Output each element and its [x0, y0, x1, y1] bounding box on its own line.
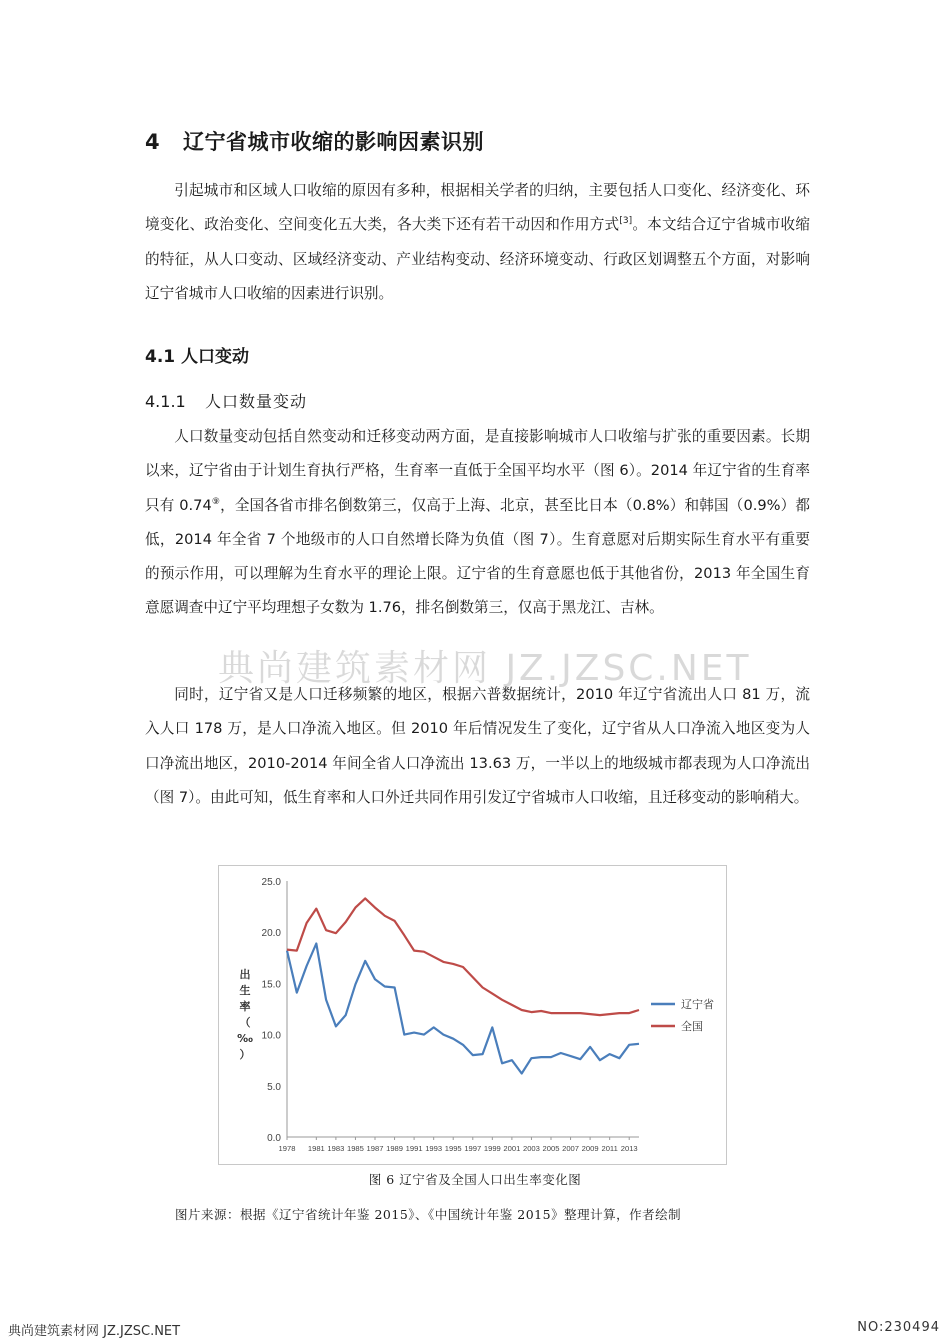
paragraph-intro-text-after: 。本文结合辽宁省城市收缩的特征，从人口变动、区域经济变动、产业结构变动、经济环境变动、行政区划调整五个方面，对影响辽宁省城市人口收缩的因素进行识别。	[145, 216, 810, 302]
footer-number: NO:230494	[857, 1320, 940, 1335]
subsection-title: 人口变动	[181, 347, 250, 367]
paragraph-population-text-b: ，全国各省市排名倒数第三，仅高于上海、北京，甚至比日本（0.8%）和韩国（0.9%）都低，2014 年全省 7 个地级市的人口自然增长降为负值（图 7）。生育意愿对后期实际生育水平有重要的预示作用，可以理解为生育水平的理论上限。辽宁省的生育意愿也低于其他省份，2013 年全国生育意愿调查中辽宁平均理想子女数为 1.76，排名倒数第三，仅高于黑龙江、吉林。	[145, 496, 810, 617]
x-tick-label: 2013	[620, 1144, 638, 1153]
x-tick-label: 2003	[522, 1144, 540, 1153]
y-axis-label-char: 生	[239, 984, 251, 997]
footer-site-name: 典尚建筑素材网 JZ.JZSC.NET	[8, 1324, 181, 1339]
y-tick-label: 20.0	[261, 928, 281, 940]
x-tick-label: 1983	[327, 1144, 345, 1153]
x-tick-label: 1991	[405, 1144, 423, 1153]
paragraph-population-text-a: 人口数量变动包括自然变动和迁移变动两方面，是直接影响城市人口收缩与扩张的重要因素。长期以来，辽宁省由于计划生育执行严格，生育率一直低于全国平均水平（图 6）。2014 年辽宁省的生育率只有 0.74	[145, 428, 810, 514]
x-tick-label: 2011	[601, 1144, 618, 1153]
y-axis-label-char: 出	[239, 968, 251, 981]
x-tick-label: 1999	[483, 1144, 501, 1153]
x-tick-label: 1985	[346, 1144, 364, 1153]
x-tick-label: 1993	[425, 1144, 443, 1153]
y-axis-label-char: ‰	[237, 1032, 253, 1045]
citation-ref: [3]	[619, 216, 633, 227]
x-tick-label: 1997	[464, 1144, 482, 1153]
subsubsection-title: 人口数量变动	[205, 392, 308, 411]
y-tick-label: 5.0	[267, 1081, 281, 1093]
footnote-marker: ⑨	[211, 496, 221, 507]
y-tick-label: 10.0	[261, 1030, 281, 1042]
legend-label: 辽宁省	[681, 998, 714, 1011]
subsection-number: 4.1	[145, 347, 176, 367]
section-title: 辽宁省城市收缩的影响因素识别	[183, 130, 484, 154]
paragraph-population	[145, 420, 810, 626]
watermark: 典尚建筑素材网 JZ.JZSC.NET	[218, 648, 752, 689]
x-tick-label: 2009	[581, 1144, 599, 1153]
series-line-liaoning	[287, 944, 639, 1074]
section-heading	[145, 126, 484, 156]
x-tick-label: 1981	[307, 1144, 325, 1153]
paragraph-migration-text: 同时，辽宁省又是人口迁移频繁的地区，根据六普数据统计，2010 年辽宁省流出人口 81 万，流入人口 178 万，是人口净流入地区。但 2010 年后情况发生了变化，辽宁省从人口净流入地区变为人口净流出地区，2010-2014 年间全省人口净流出 13.63 万，一半以上的地级城市都表现为人口净流出（图 7）。由此可知，低生育率和人口外迁共同作用引发辽宁省城市人口收缩，且迁移变动的影响稍大。	[145, 686, 810, 806]
y-tick-label: 15.0	[261, 979, 281, 991]
figure-caption: 图 6 辽宁省及全国人口出生率变化图	[368, 1172, 582, 1187]
birth-rate-chart	[218, 865, 727, 1165]
x-tick-label: 2005	[542, 1144, 560, 1153]
subsubsection-number: 4.1.1	[145, 392, 186, 411]
section-number: 4	[145, 130, 161, 154]
x-tick-label: 1989	[386, 1144, 404, 1153]
x-tick-label: 2007	[562, 1144, 580, 1153]
y-axis-label-char: ）	[239, 1048, 251, 1061]
series-line-national	[287, 898, 639, 1015]
paragraph-intro-text: 引起城市和区域人口收缩的原因有多种，根据相关学者的归纳，主要包括人口变化、经济变化、环境变化、政治变化、空间变化五大类，各大类下还有若干动因和作用方式	[145, 182, 810, 234]
y-tick-label: 25.0	[261, 877, 281, 888]
x-tick-label: 2001	[503, 1144, 521, 1153]
chart-canvas	[219, 866, 726, 1164]
x-tick-label: 1987	[366, 1144, 384, 1153]
legend-label: 全国	[681, 1020, 703, 1033]
y-axis-label-char: （	[239, 1016, 251, 1029]
paragraph-migration	[145, 678, 810, 815]
subsubsection-heading	[145, 389, 307, 412]
y-axis-label-char: 率	[239, 1000, 251, 1013]
x-tick-label: 1978	[278, 1144, 296, 1153]
paragraph-intro	[145, 174, 810, 311]
y-tick-label: 0.0	[267, 1133, 281, 1144]
subsection-heading	[145, 342, 249, 367]
figure-source: 图片来源：根据《辽宁省统计年鉴 2015》、《中国统计年鉴 2015》整理计算，作者绘制	[175, 1207, 682, 1222]
x-tick-label: 1995	[444, 1144, 462, 1153]
